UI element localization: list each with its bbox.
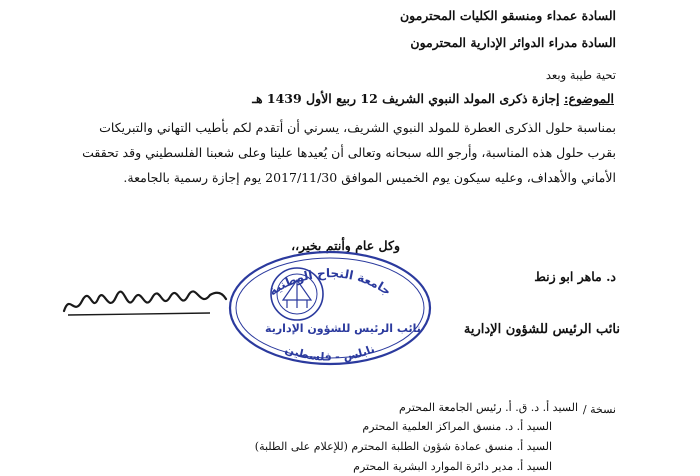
copy-line-1: السيد أ. د. ق. أ. رئيس الجامعة المحترم <box>398 401 578 414</box>
copy-line-2: السيد أ. د. منسق المراكز العلمية المحترم <box>362 420 552 433</box>
subject-text: إجازة ذكرى المولد النبوي الشريف 12 ربيع الأول 1439 هـ <box>252 91 564 106</box>
greeting: تحية طيبة وبعد <box>545 68 616 82</box>
signer-name: د. ماهر ابو زنط <box>534 269 616 284</box>
copy-line-3: السيد أ. منسق عمادة شؤون الطلبة المحترم (للإعلام على الطلبة) <box>254 440 552 453</box>
stamp-inner-text: نائب الرئيس للشؤون الإدارية <box>265 322 421 335</box>
closing-line: وكل عام وأنتم بخير،، <box>291 238 400 253</box>
stamp-city-text: نابلس - فلسطين <box>283 342 377 364</box>
recipient-line-1: السادة عمداء ومنسقو الكليات المحترمون <box>399 8 616 23</box>
handwritten-signature <box>60 283 230 323</box>
body-line-1: بمناسبة حلول الذكرى العطرة للمولد النبوي الشريف، يسرني أن أتقدم لكم بأطيب التهاني والتبريكات <box>99 120 616 135</box>
signer-title: نائب الرئيس للشؤون الإدارية <box>463 322 620 337</box>
subject-label: الموضوع: <box>563 91 614 106</box>
stamp-outer-text: جامعة النجاح الوطنية <box>265 266 394 299</box>
copy-line-4: السيد أ. مدير دائرة الموارد البشرية المحترم <box>353 460 552 473</box>
body-line-2: بقرب حلول هذه المناسبة، وأرجو الله سبحانه وتعالى أن يُعيدها علينا وعلى شعبنا الفلسطيني وقد تحققت <box>82 145 616 160</box>
body-line-3: الأماني والأهداف، وعليه سيكون يوم الخميس الموافق 2017/11/30 يوم إجازة رسمية بالجامعة. <box>123 170 616 185</box>
recipient-line-2: السادة مدراء الدوائر الإدارية المحترمون <box>410 35 616 50</box>
copies-label: نسخة / <box>582 403 616 416</box>
subject-line <box>252 91 614 106</box>
university-stamp <box>225 248 435 368</box>
